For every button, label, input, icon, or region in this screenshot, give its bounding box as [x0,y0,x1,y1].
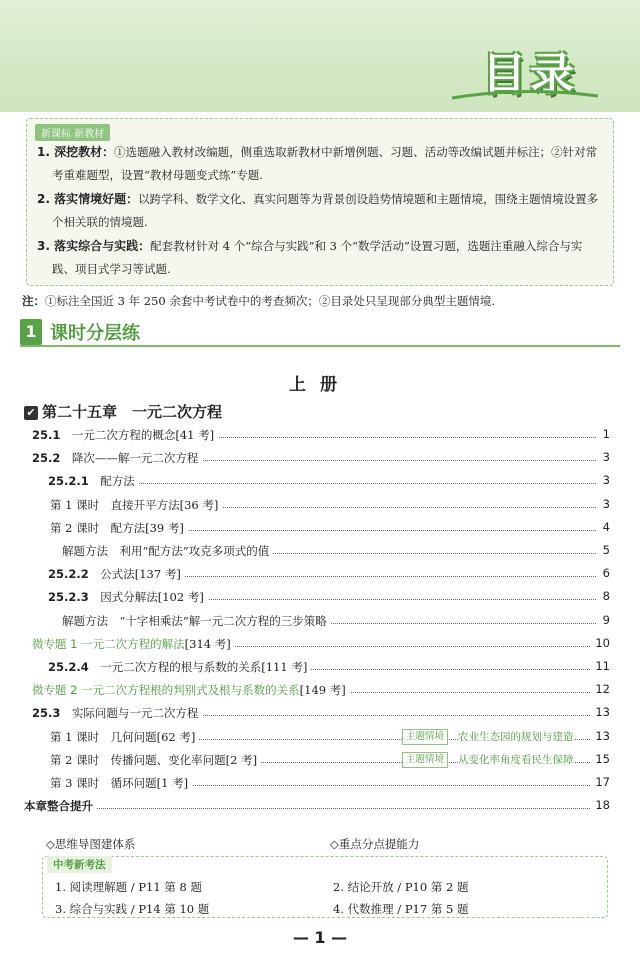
toc-row-label [32,705,202,721]
toc-row-label [32,450,202,466]
toc-page-number: 1 [599,427,610,441]
volume-title: 上册 [289,375,351,395]
toc-row-label [50,520,188,536]
mindmap-label: ◇思维导图建体系 [46,837,136,851]
toc-row-count: [314 考] [184,636,231,651]
footnote-text: ①标注全国近 3 年 250 余套中考试卷中的考查频次；②目录处只呈现部分典型主题情境. [45,294,496,308]
micro-topic-label: 微专题 2 [32,683,78,698]
toc-page-number: 3 [599,497,610,511]
toc-page-number: 12 [591,682,610,696]
toc-row-text: 配方法 [88,474,135,489]
notes-item [37,235,607,281]
toc-row-label [32,682,350,698]
toc-row-label [32,636,235,652]
toc-row-text: 降次——解一元二次方程 [60,451,199,466]
theme-context-tag: 主题情境 [402,752,448,768]
toc-row-label [24,798,97,814]
toc-row-text: 实际问题与一元二次方程 [60,706,199,721]
title-swoosh-decoration [450,88,600,102]
theme-context-text: 农业生态园的规划与建造 [458,730,574,743]
toc-page-number: 18 [591,798,610,812]
notes-item-line: 个相关联的情境题. [52,215,148,229]
toc-section-number: 25.2.2 [48,567,89,582]
toc-section-number: 25.1 [32,428,61,442]
exam-method-item: 2. 结论开放 / P10 第 2 题 [333,880,469,894]
notes-box [26,118,614,286]
toc-page-number: 9 [599,613,610,627]
toc-row-label [62,543,273,559]
chapter-heading [24,401,222,422]
toc-row-text: 一元二次方程的根与系数的关系[111 考] [88,660,308,674]
exam-method-item: 4. 代数推理 / P17 第 5 题 [333,902,469,916]
toc-leader-dots [68,483,596,484]
section-label: 课时分层练 [50,323,140,344]
toc-row[interactable] [0,424,640,446]
toc-row-text: 第 2 课时 传播问题、变化率问题[2 考] [50,752,258,767]
toc-row-label [32,427,218,443]
exam-method-item: 1. 阅读理解题 / P11 第 8 题 [55,880,202,894]
toc-row[interactable] [0,679,640,701]
notes-tag: 新课标 新教材 [35,124,110,141]
toc-row[interactable] [0,517,640,539]
toc-row-text: 第 1 课时 直接开平方法[36 考] [50,497,219,512]
toc-row-label [48,473,139,489]
toc-row-label [48,659,311,675]
toc-row-text: 一元二次方程根的判别式及根与系数的关系 [81,683,300,698]
toc-page-number: 15 [591,752,610,766]
toc-row-text: 第 3 课时 循环问题[1 考] [50,776,189,790]
notes-item-line: 考重难题型，设置“教材母题变式练”专题. [52,168,263,182]
toc-row-label [62,613,331,629]
notes-item-heading: 2. 落实情境好题： [37,192,139,206]
toc-row[interactable] [0,795,640,817]
toc-row-label [50,752,261,768]
toc-page-number: 3 [599,473,610,487]
toc-row-text: 一元二次方程的解法 [81,636,185,651]
toc-page-number: 13 [591,729,610,743]
toc-row[interactable] [0,656,640,678]
toc-page-number: 11 [591,659,610,673]
toc-section-number: 25.2.1 [48,474,89,489]
toc-section-number: 25.2 [32,451,61,466]
theme-context-text: 从变化率角度看民生保障 [458,753,574,766]
toc-row-text: 一元二次方程的概念[41 考] [60,428,215,442]
toc-page-number: 13 [591,705,610,719]
toc-section-number: 25.2.4 [48,660,89,674]
toc-row-label [48,589,208,605]
toc-page-number: 17 [591,775,610,789]
header-band [0,0,640,112]
toc-page-number: 6 [599,566,610,580]
toc-row[interactable] [0,726,640,748]
toc-page-number: 4 [599,520,610,534]
section-badge: 1 [20,319,42,345]
toc-row[interactable] [0,610,640,632]
toc-row[interactable] [0,633,640,655]
footnote [22,293,495,309]
toc-row[interactable] [0,702,640,724]
toc-page-number: 5 [599,543,610,557]
toc-row-text: 公式法[137 考] [88,567,181,582]
notes-item [37,188,607,234]
exam-methods-box [42,856,608,918]
toc-row-text: 第 1 课时 几何问题[62 考] [50,729,196,744]
toc-leader-dots [44,808,596,809]
toc-section-number: 25.3 [32,706,61,721]
toc-page-number: 10 [591,636,610,650]
toc-section-number: 25.2.3 [48,590,89,605]
key-points-label: ◇重点分点提能力 [330,837,420,851]
page-title: 目录 [482,49,578,100]
notes-item-heading: 3. 落实综合与实践： [37,239,151,253]
toc-row-label [50,497,222,513]
toc-row-text: 第 2 课时 配方法[39 考] [50,520,184,535]
chapter-title: 第二十五章 一元二次方程 [42,403,223,421]
page-number: — 1 — [292,928,348,947]
micro-topic-label: 微专题 1 [32,636,78,651]
theme-context-tag: 主题情境 [402,729,448,745]
toc-row-text: 解题方法 “十字相乘法”解一元二次方程的三步策略 [62,613,327,628]
section-bar [20,317,620,347]
toc-row[interactable] [0,772,640,794]
toc-row[interactable] [0,586,640,608]
exam-methods-tag: 中考新考法 [47,856,112,873]
notes-item-line: ①选题融入教材改编题，侧重选取新教材中新增例题、习题、活动等改编试题并标注；②针对常 [114,145,598,159]
notes-item-line: 配套教材针对 4 个“综合与实践”和 3 个“数学活动”设置习题，选题注重融入综合与实 [150,239,583,253]
toc-row[interactable] [0,470,640,492]
toc-row[interactable] [0,563,640,585]
notes-item-line: 以跨学科、数学文化、真实问题等为背景创设趋势情境题和主题情境，围绕主题情境设置多 [138,192,599,206]
toc-page-number: 3 [599,450,610,464]
toc-row-label [50,729,199,745]
toc-row-text: 因式分解法[102 考] [88,590,204,605]
toc-row-text: 本章整合提升 [24,799,93,814]
toc-row-count: [149 考] [299,683,346,698]
exam-method-item: 3. 综合与实践 / P14 第 10 题 [55,902,210,916]
notes-item-heading: 1. 深挖教材： [37,145,115,159]
toc-row[interactable] [0,540,640,562]
footnote-prefix: 注： [22,294,45,308]
toc-row[interactable] [0,494,640,516]
checkbox-icon: ✔ [24,406,38,420]
toc-row[interactable] [0,749,640,771]
notes-item-line: 践、项目式学习等试题. [52,262,171,276]
toc-row-label [48,566,185,582]
toc-row[interactable] [0,447,640,469]
toc-page-number: 8 [599,589,610,603]
toc-row-label [50,775,192,791]
notes-item [37,141,607,187]
toc-row-text: 解题方法 利用“配方法”攻克多项式的值 [62,544,270,558]
